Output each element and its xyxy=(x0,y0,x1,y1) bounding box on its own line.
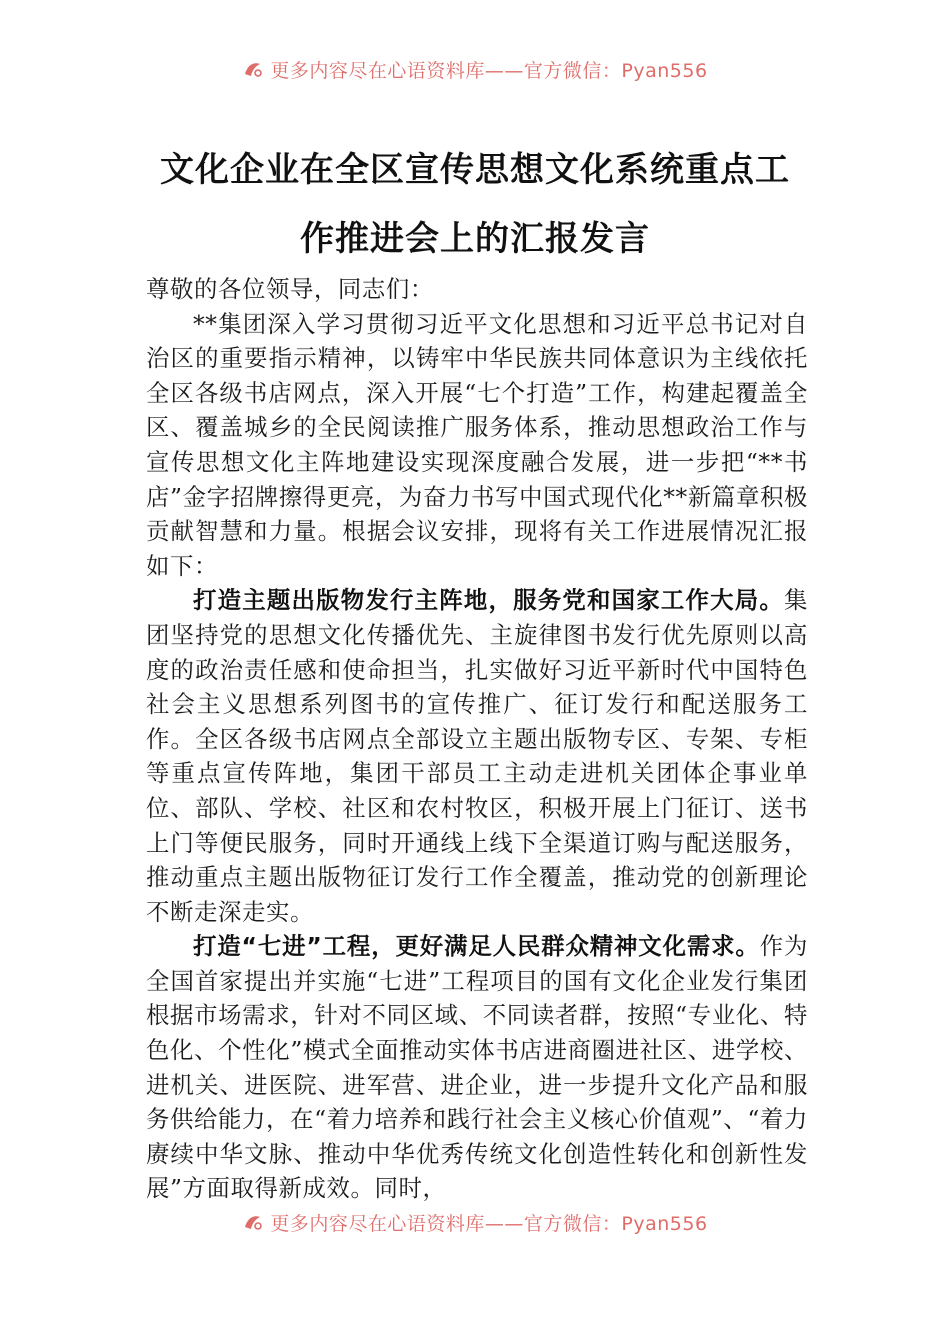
document-title-line-2: 作推进会上的汇报发言 xyxy=(300,219,650,259)
section-heading: 打造“七进”工程，更好满足人民群众精神文化需求。 xyxy=(193,932,760,961)
document-body xyxy=(146,272,808,1206)
watermark-logo-icon xyxy=(242,1211,264,1233)
watermark-text: 更多内容尽在心语资料库——官方微信：Pyan556 xyxy=(270,1212,708,1235)
paragraph-section-1 xyxy=(146,583,808,929)
watermark-top xyxy=(0,54,950,84)
document-title-line-1: 文化企业在全区宣传思想文化系统重点工 xyxy=(160,150,790,190)
paragraph-text: 集团坚持党的思想文化传播优先、主旋律图书发行优先原则以高度的政治责任感和使命担当，扎实做好习近平新时代中国特色社会主义思想系列图书的宣传推广、征订发行和配送服务工作。全区各级书店网点全部设立主题出版物专区、专架、专柜等重点宣传阵地，集团干部员工主动走进机关团体企事业单位、部队、学校、社区和农村牧区，积极开展上门征订、送书上门等便民服务，同时开通线上线下全渠道订购与配送服务，推动重点主题出版物征订发行工作全覆盖，推动党的创新理论不断走深走实。 xyxy=(146,586,808,926)
section-heading: 打造主题出版物发行主阵地，服务党和国家工作大局。 xyxy=(193,586,784,615)
paragraph-section-2 xyxy=(146,929,808,1206)
paragraph-text: 作为全国首家提出并实施“七进”工程项目的国有文化企业发行集团根据市场需求，针对不同区域、不同读者群，按照“专业化、特色化、个性化”模式全面推动实体书店进商圈进社区、进学校、进机关、进医院、进军营、进企业，进一步提升文化产品和服务供给能力，在“着力培养和践行社会主义核心价值观”、“着力赓续中华文脉、推动中华优秀传统文化创造性转化和创新性发展”方面取得新成效。同时， xyxy=(146,932,808,1203)
watermark-bottom xyxy=(0,1207,950,1237)
salutation: 尊敬的各位领导，同志们： xyxy=(146,275,434,303)
paragraph-text: **集团深入学习贯彻习近平文化思想和习近平总书记对自治区的重要指示精神，以铸牢中华民族共同体意识为主线依托全区各级书店网点，深入开展“七个打造”工作，构建起覆盖全区、覆盖城乡的全民阅读推广服务体系，推动思想政治工作与宣传思想文化主阵地建设实现深度融合发展，进一步把“**书店”金字招牌擦得更亮，为奋力书写中国式现代化**新篇章积极贡献智慧和力量。根据会议安排，现将有关工作进展情况汇报如下： xyxy=(146,309,808,580)
paragraph-intro xyxy=(146,307,808,584)
watermark-text: 更多内容尽在心语资料库——官方微信：Pyan556 xyxy=(270,59,708,82)
watermark-logo-icon xyxy=(242,58,264,80)
